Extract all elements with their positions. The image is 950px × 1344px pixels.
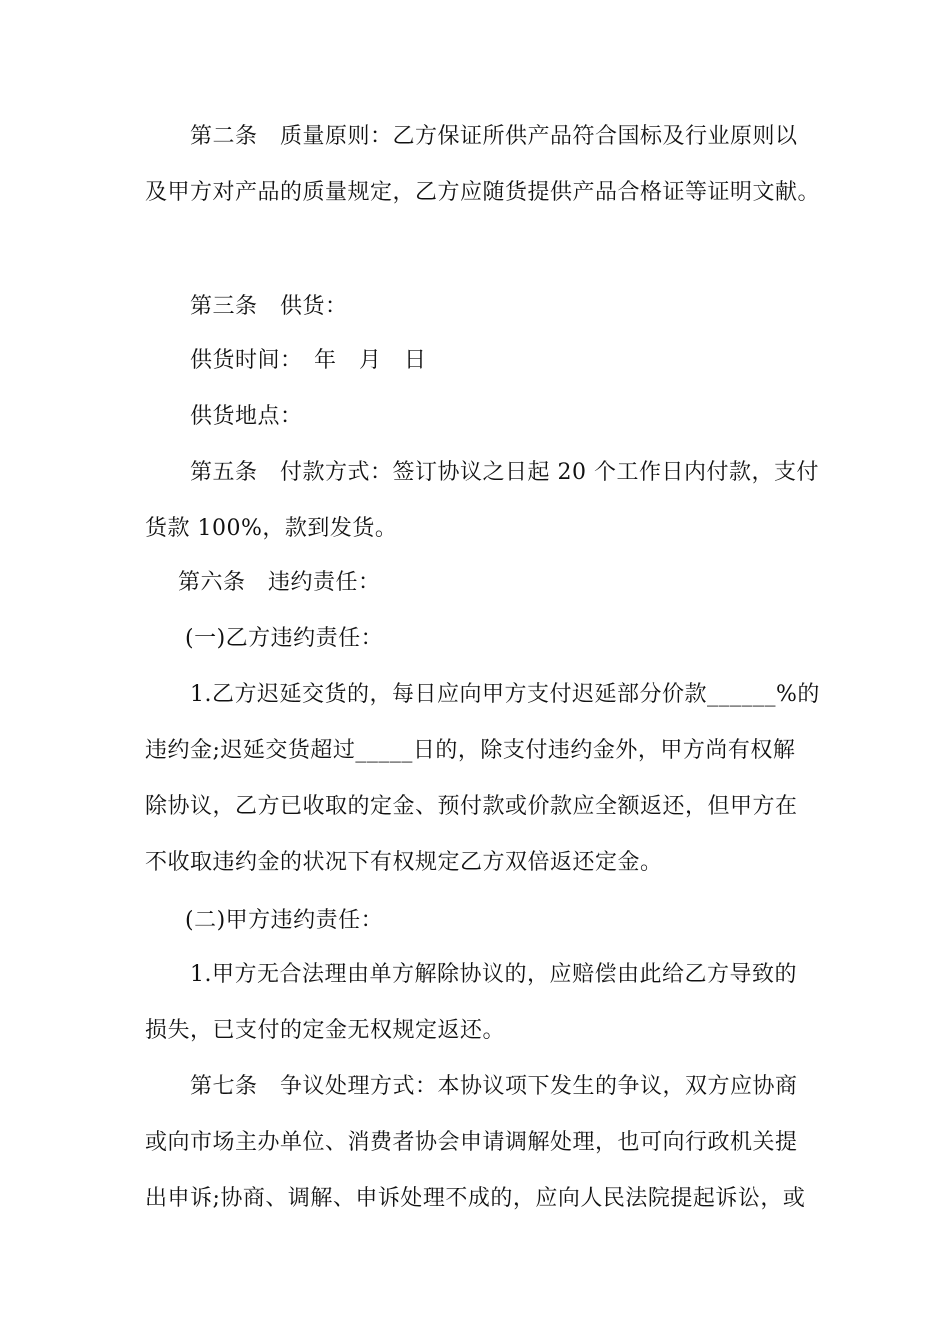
- art7-line2: 或向市场主办单位、消费者协会申请调解处理，也可向行政机关提: [145, 1130, 798, 1155]
- art2-line1: 第二条 质量原则：乙方保证所供产品符合国标及行业原则以: [190, 124, 798, 149]
- art6-party-a-item1-line1: 1.甲方无合法理由单方解除协议的，应赔偿由此给乙方导致的: [190, 962, 797, 987]
- art5-line1: 第五条 付款方式：签订协议之日起 20 个工作日内付款，支付: [190, 460, 819, 485]
- art6-party-a-title: (二)甲方违约责任：: [185, 908, 384, 933]
- art3-supply-time: 供货时间： 年 月 日: [190, 348, 427, 373]
- art6-party-b-title: (一)乙方违约责任：: [185, 626, 384, 651]
- art6-party-b-item1-line3: 除协议，乙方已收取的定金、预付款或价款应全额返还，但甲方在: [145, 794, 798, 819]
- art3-supply-place: 供货地点：: [190, 404, 303, 429]
- art6-party-b-item1-line4: 不收取违约金的状况下有权规定乙方双倍返还定金。: [145, 850, 663, 875]
- art6-party-b-item1-line2: 违约金;迟延交货超过_____日的，除支付违约金外，甲方尚有权解: [145, 738, 796, 763]
- art5-line2: 货款 100%，款到发货。: [145, 516, 398, 541]
- art6-heading: 第六条 违约责任：: [178, 570, 381, 595]
- art3-heading: 第三条 供货：: [190, 294, 348, 319]
- art2-line2: 及甲方对产品的质量规定，乙方应随货提供产品合格证等证明文献。: [145, 180, 821, 205]
- art7-line1: 第七条 争议处理方式：本协议项下发生的争议，双方应协商: [190, 1074, 798, 1099]
- art7-line3: 出申诉;协商、调解、申诉处理不成的，应向人民法院提起诉讼，或: [145, 1186, 806, 1211]
- art6-party-b-item1-line1: 1.乙方迟延交货的，每日应向甲方支付迟延部分价款______%的: [190, 682, 820, 707]
- art6-party-a-item1-line2: 损失，已支付的定金无权规定返还。: [145, 1018, 506, 1043]
